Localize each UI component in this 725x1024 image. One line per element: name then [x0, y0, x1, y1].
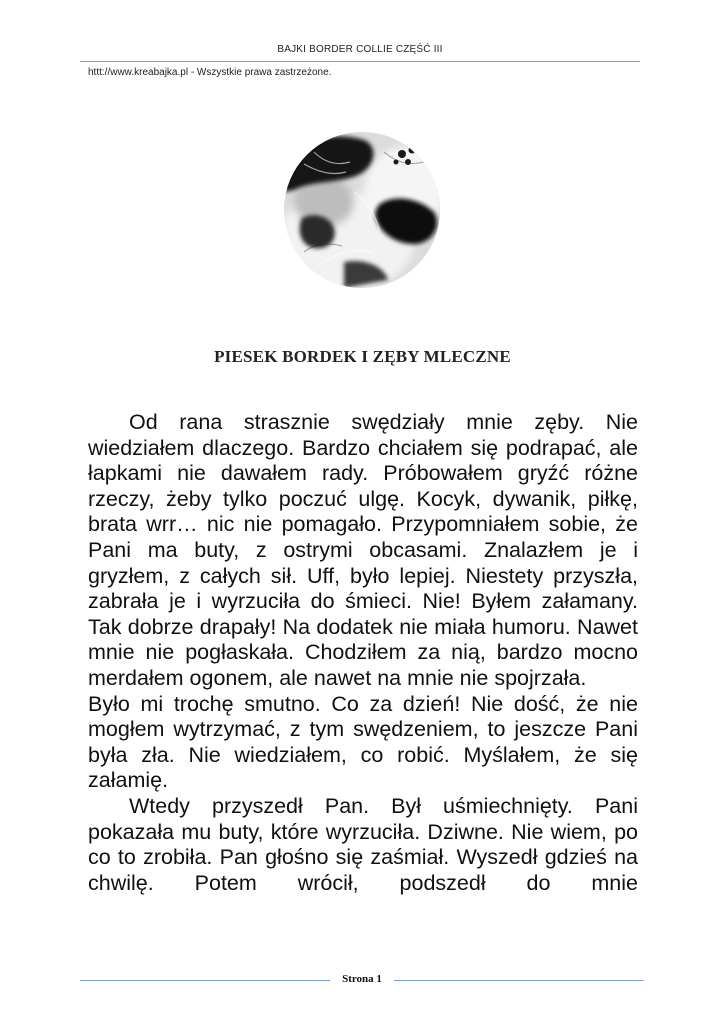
header-title: BAJKI BORDER COLLIE CZĘŚĆ III [277, 44, 443, 55]
story-title: PIESEK BORDEK I ZĘBY MLECZNE [214, 347, 511, 366]
header-url: httt://www.kreabajka.pl - Wszystkie prawa zastrzeżone. [88, 67, 332, 78]
page-number: Strona 1 [342, 973, 382, 985]
header-divider [80, 61, 640, 62]
story-paragraph: Było mi trochę smutno. Co za dzień! Nie dość, że nie mogłem wytrzymać, z tym swędzeniem, to jeszcze Pani była zła. Nie wiedziałem, co robić. Myślałem, że się załamię. [88, 691, 638, 793]
footer-divider-left [80, 980, 330, 981]
story-text [88, 410, 638, 896]
footer-divider-right [394, 980, 644, 981]
story-paragraph: Od rana strasznie swędziały mnie zęby. Nie wiedziałem dlaczego. Bardzo chciałem się podrapać, ale łapkami nie dawałem rady. Próbowałem gryźć różne rzeczy, żeby tylko poczuć ulgę. Kocyk, dywanik, piłkę, brata wrr… nic nie pomagało. Przypomniałem sobie, że Pani ma buty, z ostrymi obcasami. Znalazłem je i gryzłem, z całych sił. Uff, było lepiej. Niestety przyszła, zabrała je i wyrzuciła do śmieci. Nie! Byłem załamany. Tak dobrze drapały! Na dodatek nie miała humoru. Nawet mnie nie pogłaskała. Chodziłem za nią, bardzo mocno merdałem ogonem, ale nawet na mnie nie spojrzała. [88, 410, 638, 690]
dog-photo-icon [284, 132, 440, 288]
story-paragraph: Wtedy przyszedł Pan. Był uśmiechnięty. Pani pokazała mu buty, które wyrzuciła. Dziwne. Nie wiem, po co to zrobiła. Pan głośno się zaśmiał. Wyszedł gdzieś na chwilę. Potem wrócił, podszedł do mnie [88, 793, 638, 895]
